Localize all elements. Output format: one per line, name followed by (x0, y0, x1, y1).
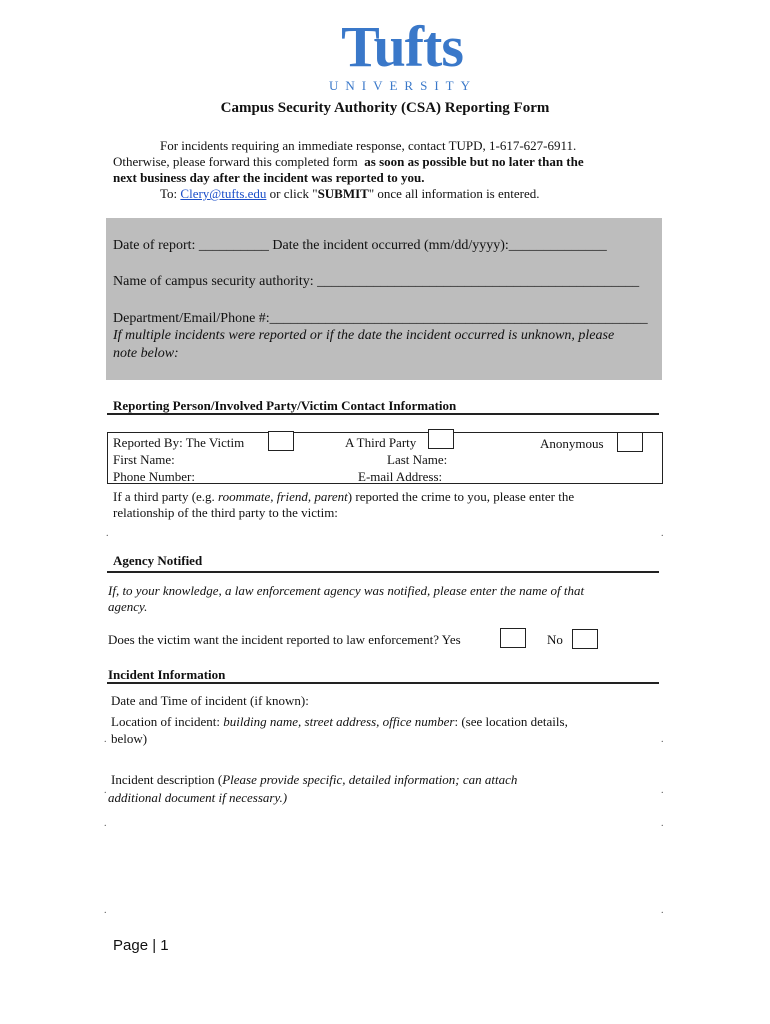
csa-name-field[interactable]: Name of campus security authority: ______________________________________________ (113, 274, 640, 289)
multiple-incidents-note-1: If multiple incidents were reported or if the date the incident occurred is unknown, please (113, 328, 615, 343)
no-label: No (547, 632, 563, 647)
third-party-checkbox[interactable] (428, 429, 454, 449)
date-time-field[interactable]: Date and Time of incident (if known): (111, 693, 309, 708)
multiple-incidents-note-2: note below: (113, 346, 179, 361)
law-enforcement-question: Does the victim want the incident reported to law enforcement? Yes (108, 632, 461, 647)
clery-email-link[interactable]: Clery@tufts.edu (180, 186, 267, 201)
field-marker: . (661, 785, 664, 796)
tufts-logo-subtitle: UNIVERSITY (329, 78, 477, 93)
section-divider (107, 413, 659, 415)
reporting-section-heading: Reporting Person/Involved Party/Victim Contact Information (113, 398, 457, 413)
phone-number-field[interactable]: Phone Number: (113, 469, 195, 484)
field-marker: . (661, 528, 664, 539)
agency-note-line-1: If, to your knowledge, a law enforcement agency was notified, please enter the name of that (108, 583, 585, 598)
to-label: To: (160, 186, 178, 201)
anonymous-checkbox[interactable] (617, 432, 643, 452)
agency-section-heading: Agency Notified (113, 553, 203, 568)
tp-text-italic: roommate, friend, parent (218, 489, 348, 504)
field-marker: . (104, 785, 107, 796)
field-marker: . (661, 818, 664, 829)
agency-note-line-2[interactable]: agency. (108, 599, 148, 614)
last-name-field[interactable]: Last Name: (387, 452, 448, 467)
intro-to-line (160, 186, 540, 202)
tp-text-a: If a third party (e.g. (113, 489, 215, 504)
no-checkbox[interactable] (572, 629, 598, 649)
field-marker: . (106, 528, 109, 539)
description-line-1 (111, 772, 517, 788)
field-marker: . (104, 734, 107, 745)
description-text-a: Incident description ( (111, 772, 223, 787)
location-text-b: : (see location details, (454, 714, 568, 729)
description-text-italic: Please provide specific, detailed information; can attach (222, 772, 518, 787)
section-divider (107, 571, 659, 573)
page-number: Page | 1 (113, 937, 169, 954)
field-marker: . (661, 734, 664, 745)
field-marker: . (104, 818, 107, 829)
tufts-logo: Tufts (341, 14, 463, 79)
intro-line-1: For incidents requiring an immediate response, contact TUPD, 1-617-627-6911. (160, 138, 577, 153)
intro-line-2 (113, 154, 584, 170)
location-line-1 (111, 714, 568, 730)
third-party-label: A Third Party (345, 435, 417, 450)
incident-section-heading: Incident Information (108, 667, 226, 682)
date-of-report-field[interactable]: Date of report: __________ Date the incident occurred (mm/dd/yyyy):______________ (113, 238, 607, 253)
victim-checkbox[interactable] (268, 431, 294, 451)
after-submit-text: " once all information is entered. (368, 186, 540, 201)
third-party-relationship-line-2[interactable]: relationship of the third party to the victim: (113, 505, 338, 520)
tp-text-b: ) reported the crime to you, please enter the (347, 489, 575, 504)
intro-line-2-normal: Otherwise, please forward this completed form (113, 154, 358, 169)
or-click-text: or click " (269, 186, 318, 201)
form-title: Campus Security Authority (CSA) Reporting Form (220, 100, 550, 116)
first-name-field[interactable]: First Name: (113, 452, 175, 467)
section-divider (107, 682, 659, 684)
yes-checkbox[interactable] (500, 628, 526, 648)
location-line-2[interactable]: below) (111, 731, 148, 746)
email-address-field[interactable]: E-mail Address: (358, 469, 443, 484)
intro-line-3: next business day after the incident was reported to you. (113, 170, 425, 185)
reported-by-label: Reported By: The Victim (113, 435, 245, 450)
location-text-a: Location of incident: (111, 714, 221, 729)
anonymous-label: Anonymous (540, 436, 604, 451)
third-party-relationship-line-1 (113, 489, 574, 505)
description-line-2[interactable]: additional document if necessary.) (108, 790, 288, 805)
department-field[interactable]: Department/Email/Phone #:______________________________________________________ (113, 311, 648, 326)
location-text-italic: building name, street address, office number (223, 714, 455, 729)
field-marker: . (104, 905, 107, 916)
intro-line-2-bold: as soon as possible but no later than the (364, 154, 584, 169)
submit-link[interactable]: SUBMIT (317, 186, 369, 201)
field-marker: . (661, 905, 664, 916)
